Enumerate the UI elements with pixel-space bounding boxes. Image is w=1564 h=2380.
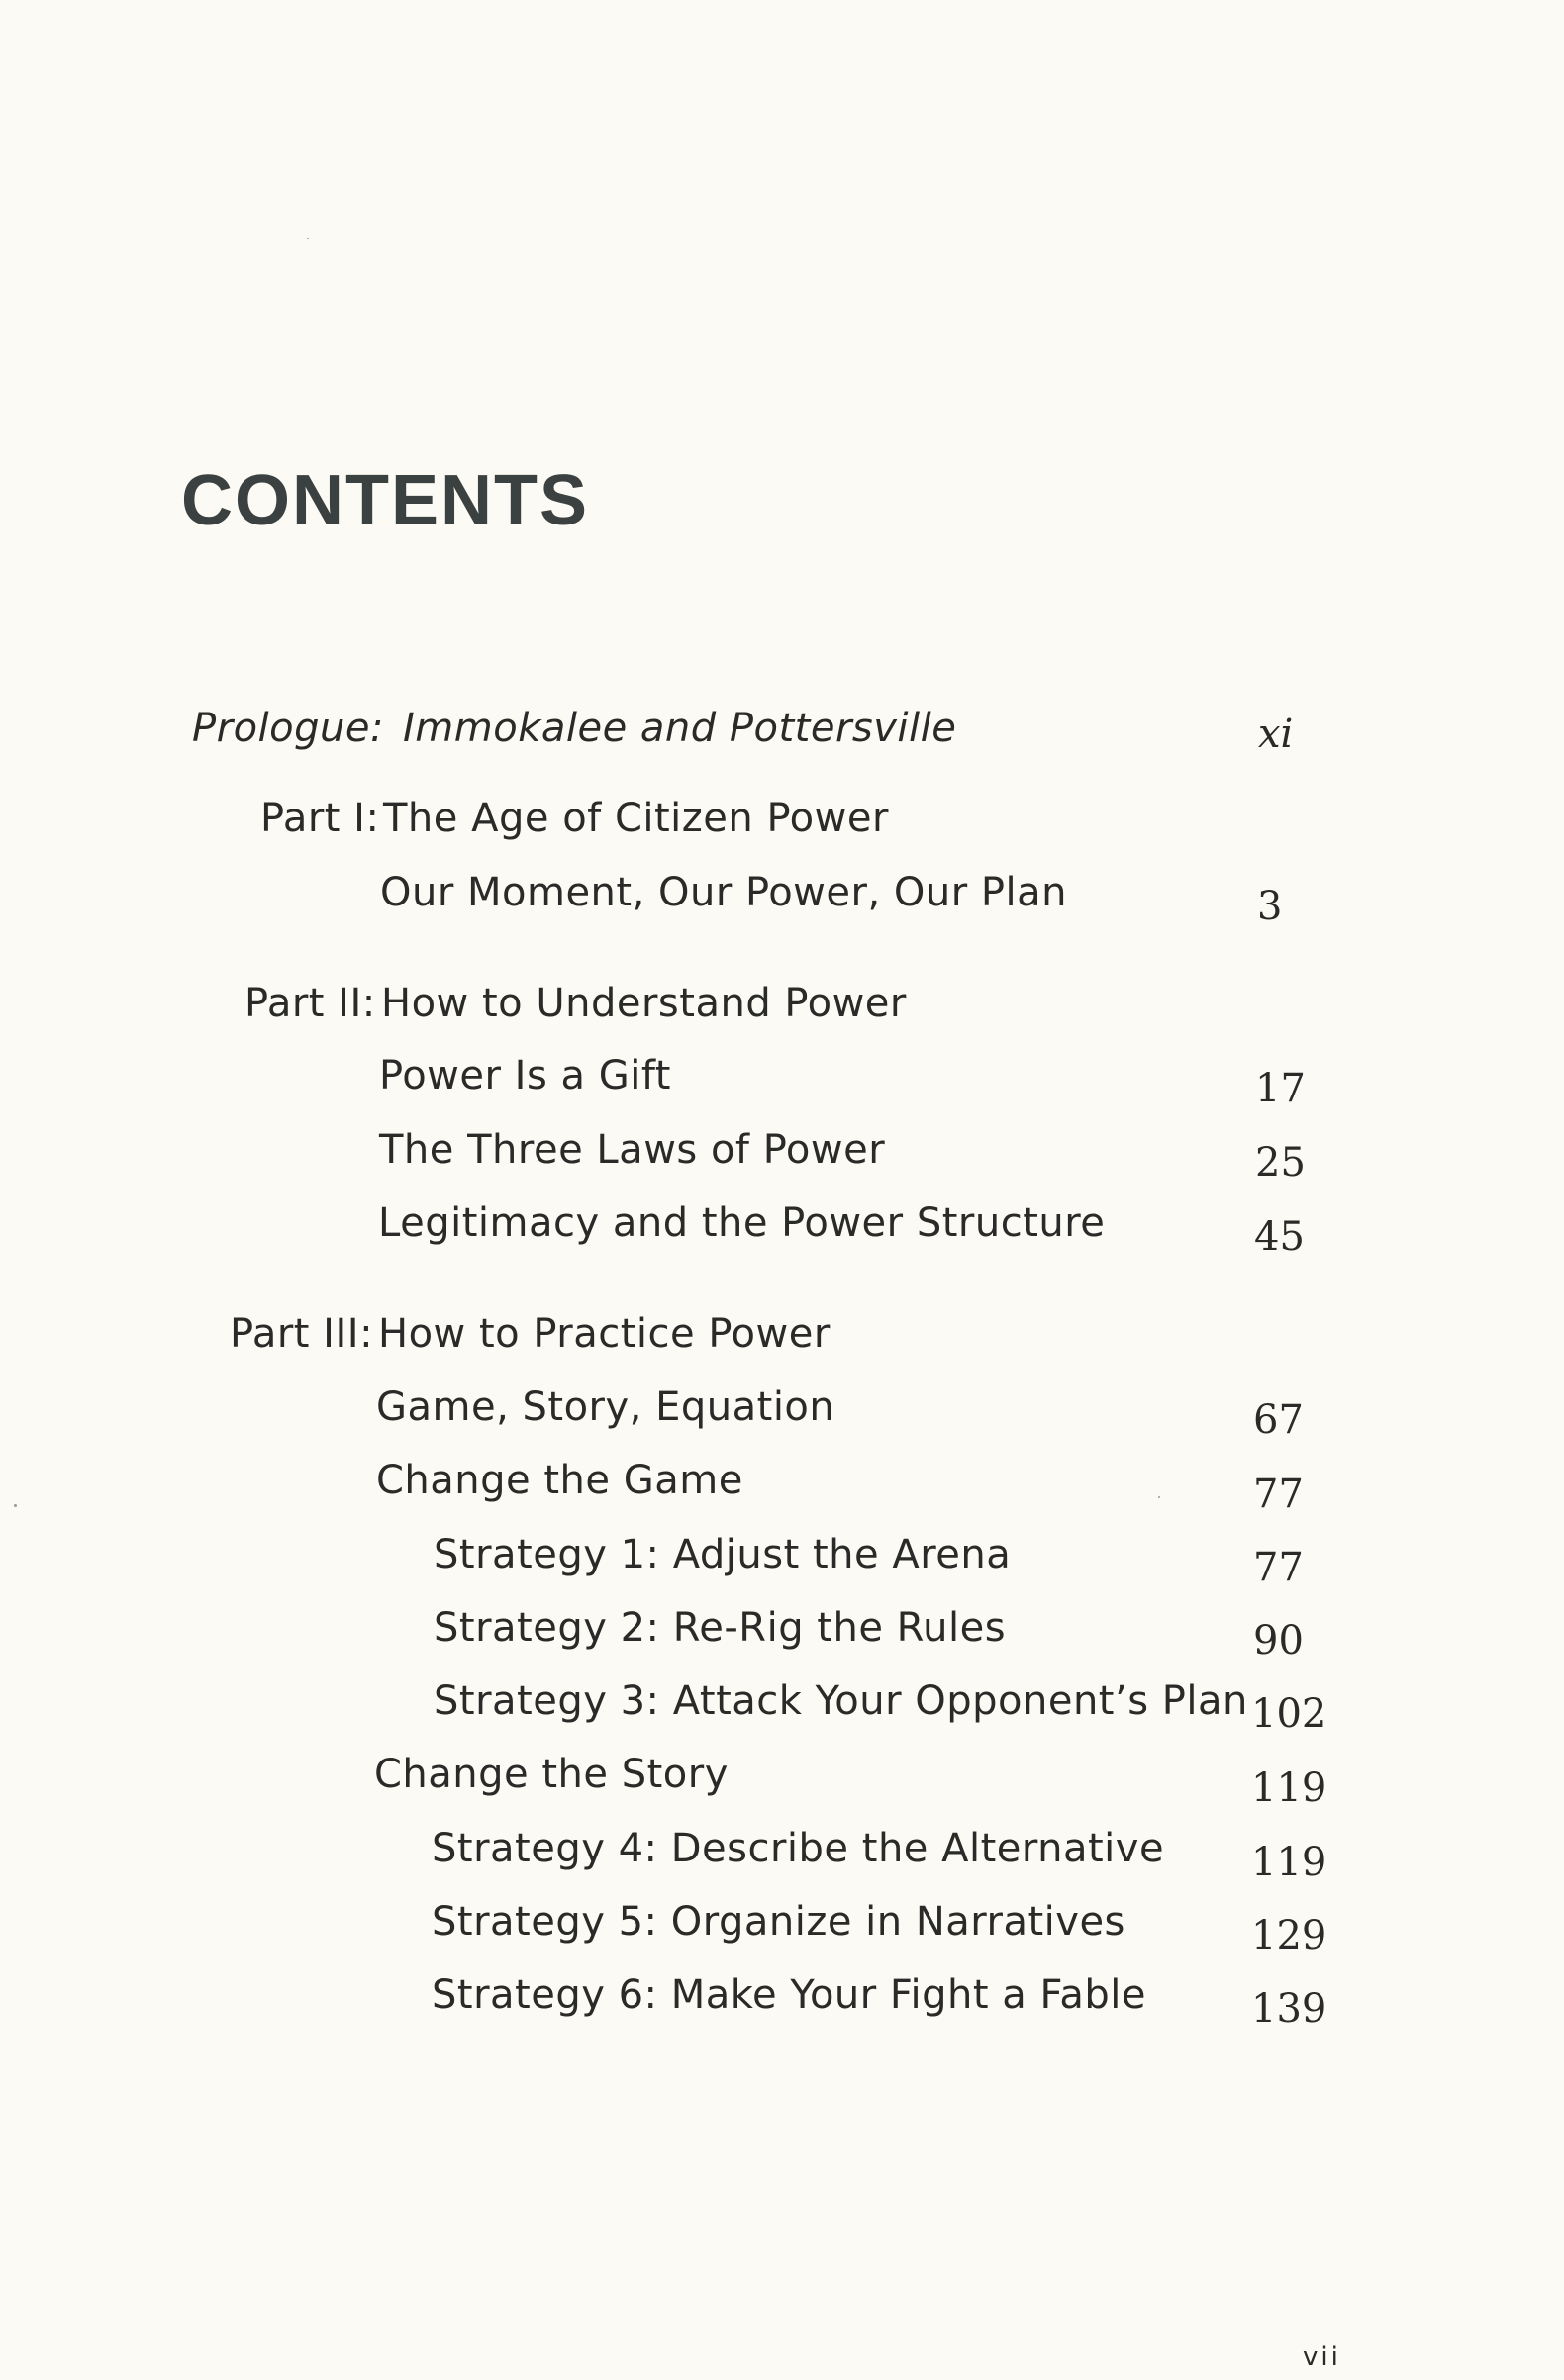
toc-page-strategy-6: 139 [1251, 1986, 1327, 2032]
part-2-title: How to Understand Power [381, 981, 907, 1026]
toc-entry-strategy-1: Strategy 1: Adjust the Arena [434, 1532, 1012, 1577]
scan-speck [307, 238, 309, 239]
prologue-title: Immokalee and Pottersville [403, 706, 957, 751]
toc-entry-change-the-game: Change the Game [376, 1458, 743, 1503]
toc-entry-three-laws: The Three Laws of Power [379, 1127, 886, 1173]
toc-page-change-the-story: 119 [1251, 1765, 1327, 1811]
toc-page-strategy-4: 119 [1251, 1840, 1327, 1885]
prologue-page: xi [1258, 712, 1294, 757]
toc-entry-strategy-4: Strategy 4: Describe the Alternative [432, 1826, 1165, 1871]
toc-entry-strategy-6: Strategy 6: Make Your Fight a Fable [432, 1972, 1146, 2018]
toc-entry-game-story-equation: Game, Story, Equation [376, 1384, 835, 1430]
toc-page-strategy-3: 102 [1251, 1691, 1327, 1737]
part-3-label: Part III: [230, 1311, 374, 1357]
toc-entry-our-moment: Our Moment, Our Power, Our Plan [380, 870, 1067, 915]
part-1-title: The Age of Citizen Power [383, 796, 889, 841]
toc-page-game-story-equation: 67 [1253, 1397, 1304, 1443]
toc-page-change-the-game: 77 [1253, 1472, 1304, 1517]
toc-entry-power-is-a-gift: Power Is a Gift [379, 1053, 671, 1098]
part-2-label: Part II: [244, 981, 376, 1026]
scan-speck [14, 1504, 17, 1507]
toc-page-legitimacy: 45 [1254, 1214, 1305, 1260]
toc-page-strategy-1: 77 [1253, 1545, 1304, 1590]
toc-entry-strategy-5: Strategy 5: Organize in Narratives [432, 1899, 1125, 1945]
toc-entry-strategy-2: Strategy 2: Re-Rig the Rules [434, 1605, 1007, 1651]
toc-page-power-is-a-gift: 17 [1255, 1066, 1306, 1111]
toc-entry-change-the-story: Change the Story [374, 1752, 729, 1797]
prologue-label: Prologue: [192, 706, 384, 751]
toc-entry-legitimacy: Legitimacy and the Power Structure [378, 1200, 1106, 1246]
page-title: CONTENTS [181, 461, 589, 540]
page-number: vii [1303, 2342, 1341, 2372]
toc-page-our-moment: 3 [1257, 884, 1283, 929]
toc-entry-strategy-3: Strategy 3: Attack Your Opponent’s Plan [434, 1678, 1248, 1724]
part-3-title: How to Practice Power [378, 1311, 831, 1357]
toc-page-three-laws: 25 [1255, 1140, 1306, 1186]
toc-page-strategy-5: 129 [1251, 1913, 1327, 1958]
part-1-label: Part I: [260, 796, 380, 841]
toc-page-strategy-2: 90 [1253, 1618, 1304, 1664]
scan-speck [1158, 1496, 1160, 1498]
